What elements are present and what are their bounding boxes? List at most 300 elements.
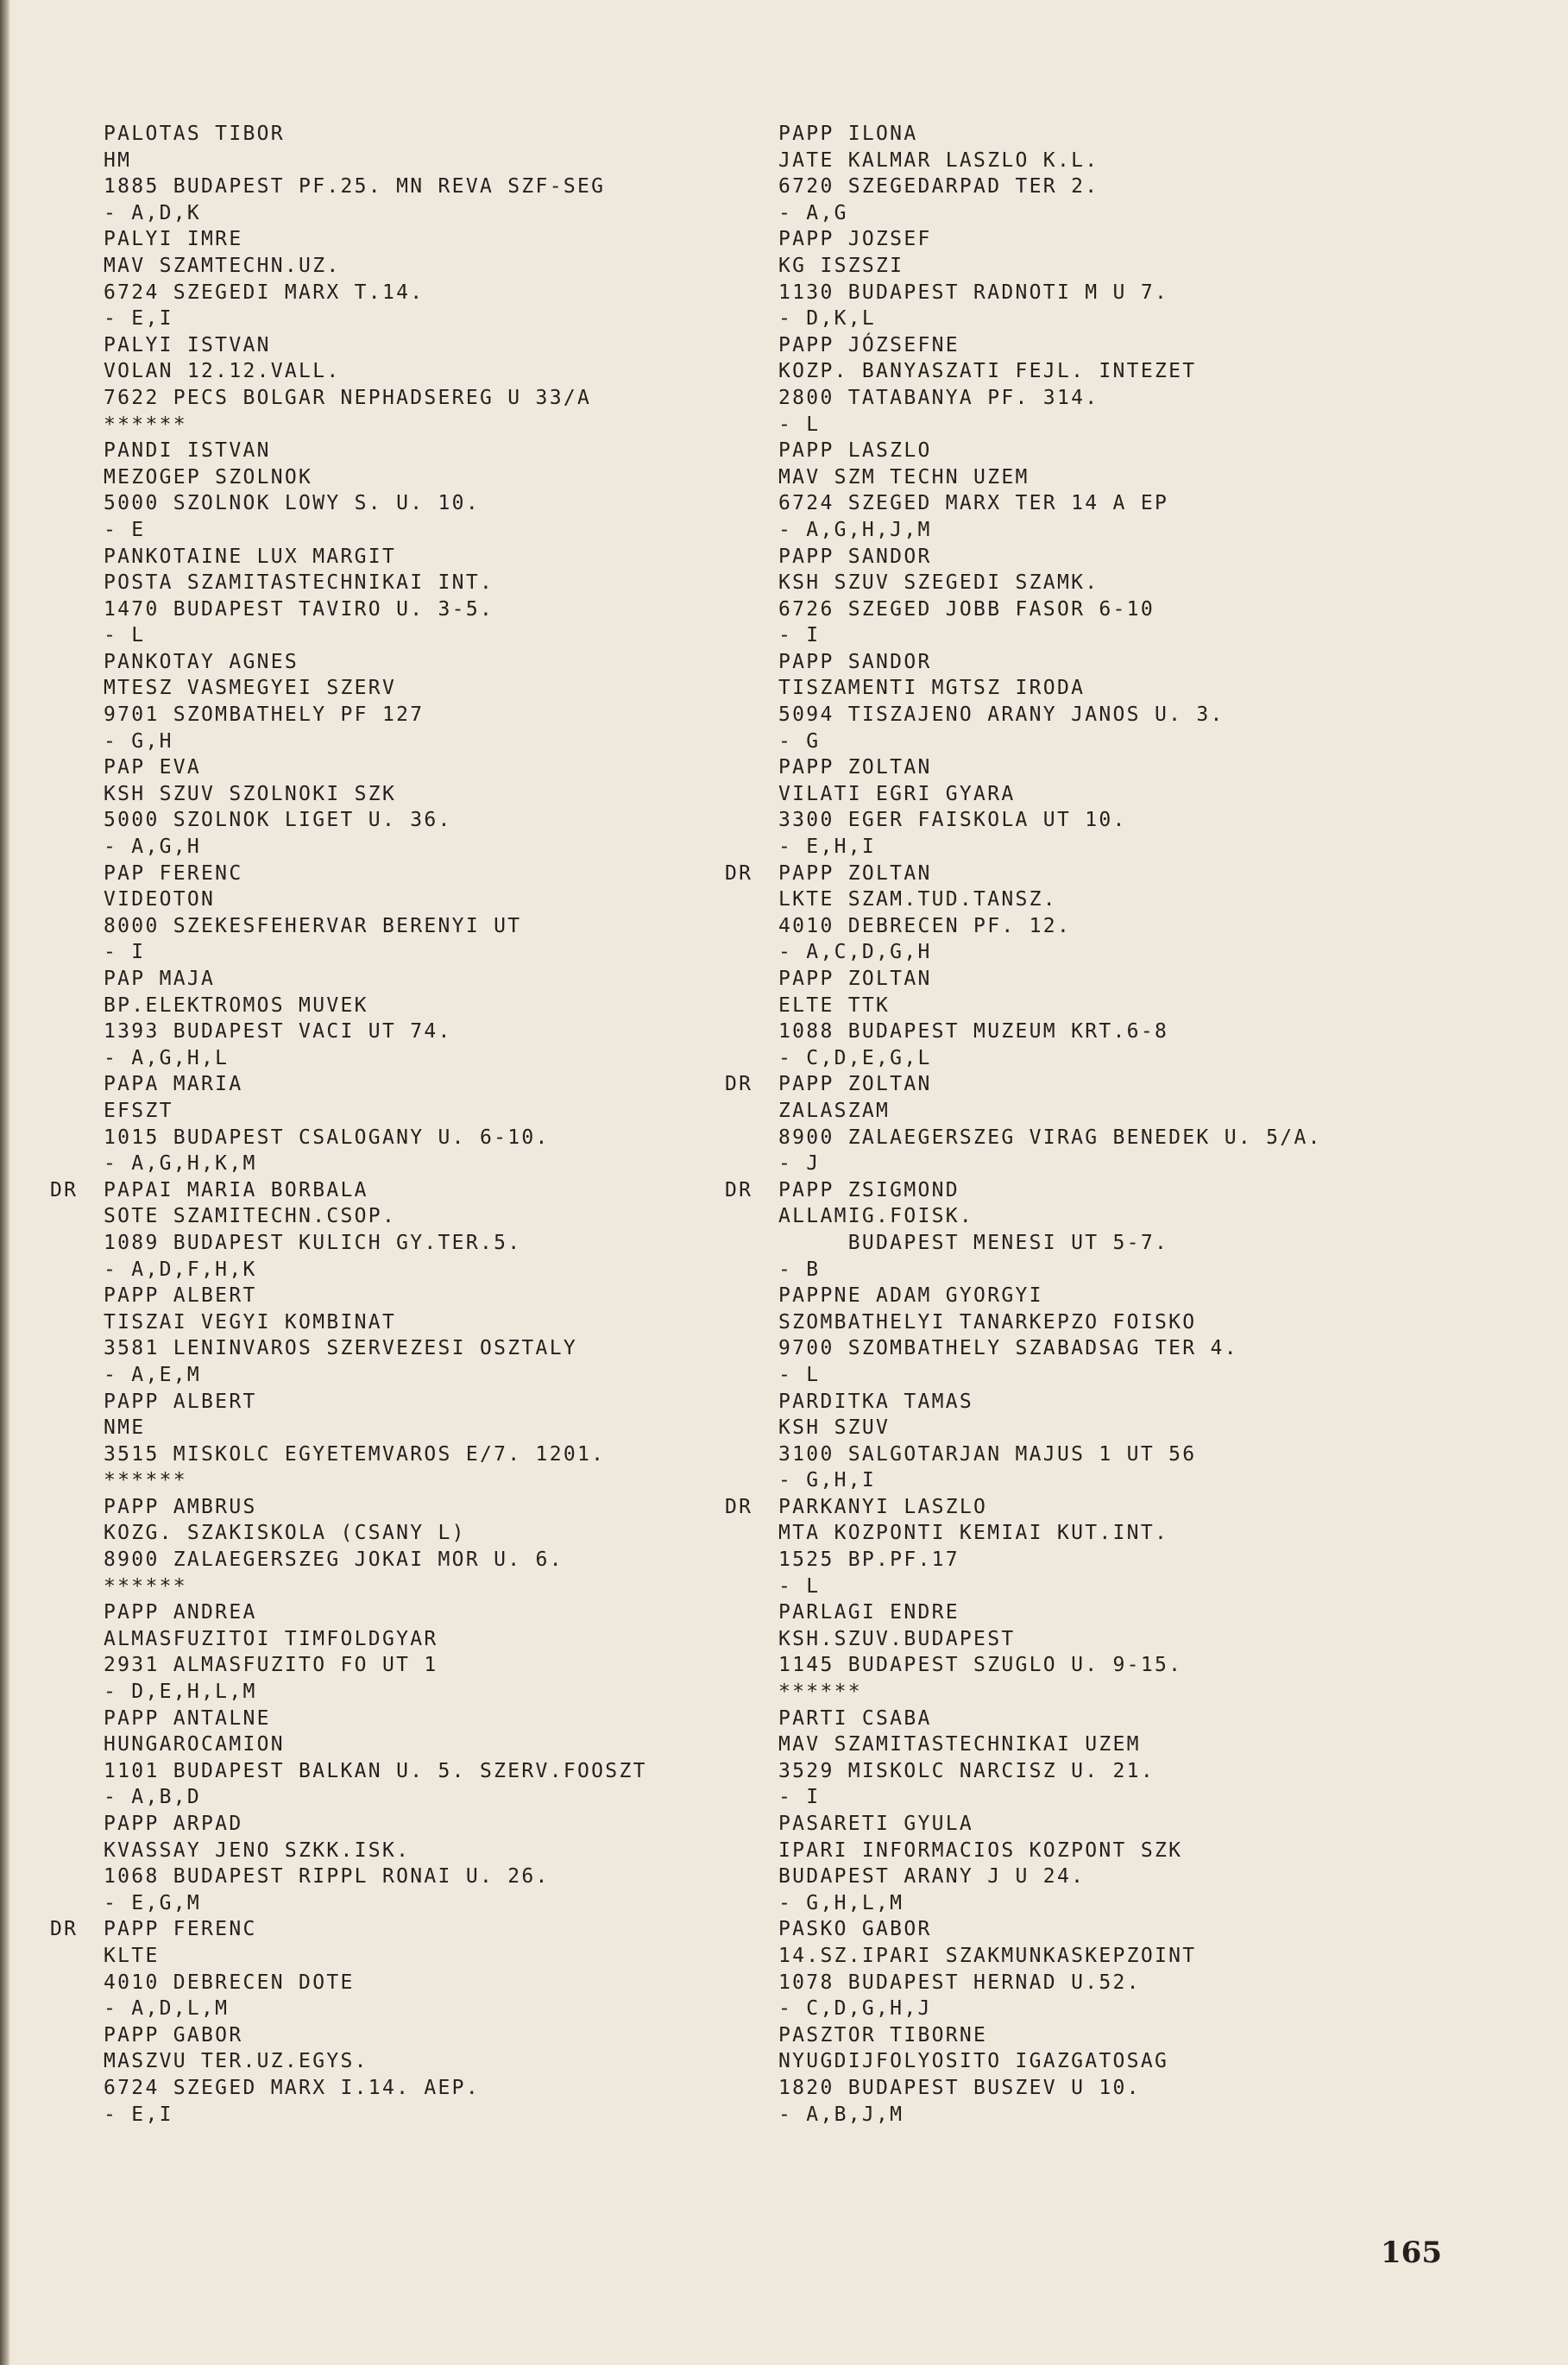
- entry-text: - A,G,H,K,M: [104, 1152, 257, 1176]
- entry-text: MTESZ VASMEGYEI SZERV: [104, 677, 397, 700]
- entry-text: - I: [104, 941, 146, 964]
- entry-text: ******: [778, 1681, 862, 1704]
- entry-address: [50, 1125, 706, 1151]
- entry-address: [725, 1864, 1527, 1890]
- directory-entry: [50, 754, 706, 860]
- entry-organization: [725, 570, 1527, 596]
- entry-codes: [50, 2102, 706, 2128]
- entry-text: 3529 MISKOLC NARCISZ U. 21.: [778, 1759, 1155, 1782]
- entry-text: PAPP ZSIGMOND: [778, 1178, 960, 1201]
- entry-text: - A,G,H: [104, 836, 202, 859]
- entry-organization: [50, 2048, 706, 2075]
- entry-name: [725, 1599, 1527, 1626]
- directory-entry: [50, 861, 706, 966]
- entry-codes: [50, 1151, 706, 1177]
- entry-text: NYUGDIJFOLYOSITO IGAZGATOSAG: [778, 2050, 1169, 2073]
- entry-name: [725, 121, 1527, 148]
- entry-codes: [725, 2102, 1527, 2128]
- entry-organization: [725, 1098, 1527, 1125]
- directory-entry: [725, 121, 1527, 226]
- entry-text: - C,D,E,G,L: [778, 1046, 932, 1069]
- entry-name: [725, 226, 1527, 253]
- entry-text: - A,D,F,H,K: [104, 1258, 257, 1281]
- entry-name: [50, 1706, 706, 1732]
- entry-codes: [725, 306, 1527, 332]
- entry-text: 8900 ZALAEGERSZEG VIRAG BENEDEK U. 5/A.: [778, 1126, 1322, 1149]
- entry-text: 7622 PECS BOLGAR NEPHADSEREG U 33/A: [104, 386, 592, 409]
- entry-text: - A,G,H,J,M: [778, 518, 932, 541]
- entry-codes: [725, 1257, 1527, 1283]
- entry-text: PARTI CSABA: [778, 1706, 932, 1730]
- entry-organization: [725, 993, 1527, 1019]
- entry-name: [725, 1071, 1527, 1098]
- entry-address: [50, 702, 706, 728]
- entry-name: [725, 1811, 1527, 1838]
- entry-text: PAPA MARIA: [104, 1073, 243, 1096]
- entry-codes: [50, 1362, 706, 1389]
- entry-name: [50, 544, 706, 571]
- entry-name: [50, 754, 706, 781]
- entry-text: BP.ELEKTROMOS MUVEK: [104, 993, 368, 1017]
- entry-text: - A,G,H,L: [104, 1046, 230, 1069]
- directory-entry: [725, 438, 1527, 543]
- directory-entry: [725, 966, 1527, 1071]
- entry-text: JATE KALMAR LASZLO K.L.: [778, 148, 1099, 172]
- entry-text: 9701 SZOMBATHELY PF 127: [104, 703, 425, 727]
- directory-entry: [50, 2022, 706, 2128]
- entry-codes: [725, 939, 1527, 966]
- directory-entry: [50, 649, 706, 754]
- entry-organization: [725, 1731, 1527, 1758]
- directory-entry: [50, 438, 706, 543]
- entry-address: [50, 1864, 706, 1890]
- entry-text: EFSZT: [104, 1099, 173, 1122]
- directory-entry: [725, 1811, 1527, 1916]
- entry-text: - G,H: [104, 729, 173, 753]
- entry-codes: [50, 306, 706, 332]
- entry-text: ELTE TTK: [778, 993, 891, 1017]
- directory-column-right: [725, 121, 1527, 2128]
- entry-text: 8900 ZALAEGERSZEG JOKAI MOR U. 6.: [104, 1548, 564, 1572]
- entry-text: PANDI ISTVAN: [104, 439, 271, 463]
- entry-text: MEZOGEP SZOLNOK: [104, 465, 313, 489]
- entry-text: PASZTOR TIBORNE: [778, 2023, 988, 2047]
- entry-text: 14.SZ.IPARI SZAKMUNKASKEPZOINT: [778, 1944, 1197, 1967]
- entry-name: [50, 1177, 706, 1204]
- entry-address: [50, 1758, 706, 1785]
- entry-text: - E,I: [104, 2103, 173, 2126]
- entry-organization: [725, 2048, 1527, 2075]
- entry-text: 2931 ALMASFUZITO FO UT 1: [104, 1654, 438, 1677]
- entry-text: - E,G,M: [104, 1891, 202, 1914]
- entry-codes: [725, 1996, 1527, 2022]
- entry-codes: [50, 1257, 706, 1283]
- entry-text: 2800 TATABANYA PF. 314.: [778, 386, 1099, 409]
- entry-codes: [725, 412, 1527, 438]
- entry-text: PAP FERENC: [104, 861, 243, 885]
- entry-text: PANKOTAINE LUX MARGIT: [104, 545, 397, 568]
- entry-name: [50, 121, 706, 148]
- entry-organization: [50, 1626, 706, 1653]
- directory-entry: [50, 1177, 706, 1283]
- entry-organization: [50, 1203, 706, 1230]
- directory-column-left: [50, 121, 706, 2128]
- entry-text: PAPP ALBERT: [104, 1284, 257, 1308]
- entry-codes: [50, 622, 706, 649]
- entry-text: VIDEOTON: [104, 888, 216, 911]
- entry-text: KG ISZSZI: [778, 254, 904, 277]
- entry-address: [725, 385, 1527, 412]
- entry-name: [50, 332, 706, 359]
- entry-text: PAPP JOZSEF: [778, 228, 932, 251]
- directory-entry: [725, 1389, 1527, 1494]
- entry-text: PAPAI MARIA BORBALA: [104, 1178, 368, 1201]
- directory-entry: [50, 1599, 706, 1705]
- entry-text: - I: [778, 1786, 821, 1809]
- entry-text: - A,G: [778, 201, 848, 224]
- entry-text: - A,C,D,G,H: [778, 941, 932, 964]
- entry-text: PAPP ZOLTAN: [778, 1073, 932, 1096]
- directory-entry: [50, 1494, 706, 1599]
- entry-text: SZOMBATHELYI TANARKEPZO FOISKO: [778, 1310, 1197, 1334]
- entry-codes: [725, 1890, 1527, 1917]
- entry-text: 1130 BUDAPEST RADNOTI M U 7.: [778, 281, 1169, 304]
- entry-address: [725, 913, 1527, 940]
- entry-codes: [50, 1679, 706, 1706]
- directory-entry: [725, 1599, 1527, 1705]
- entry-name: [725, 2022, 1527, 2049]
- entry-name: [725, 1706, 1527, 1732]
- directory-entry: [50, 1389, 706, 1494]
- entry-name: [725, 649, 1527, 676]
- entry-organization: [50, 781, 706, 808]
- entry-organization: [50, 1943, 706, 1970]
- entry-text: TISZAI VEGYI KOMBINAT: [104, 1310, 397, 1334]
- entry-name: [50, 2022, 706, 2049]
- entry-text: POSTA SZAMITASTECHNIKAI INT.: [104, 571, 494, 595]
- entry-text: - E,H,I: [778, 836, 877, 859]
- entry-codes: [50, 1574, 706, 1600]
- entry-organization: [50, 1838, 706, 1864]
- entry-text: 3581 LENINVAROS SZERVEZESI OSZTALY: [104, 1337, 578, 1360]
- entry-codes: [50, 200, 706, 227]
- directory-entry: [50, 1916, 706, 2021]
- entry-address: [725, 1970, 1527, 1996]
- entry-text: PAPP ANTALNE: [104, 1706, 271, 1730]
- entry-text: PAPP SANDOR: [778, 545, 932, 568]
- entry-address: [725, 596, 1527, 623]
- entry-text: KSH SZUV: [778, 1416, 891, 1440]
- entry-organization: [50, 148, 706, 174]
- directory-entry: [50, 121, 706, 226]
- entry-organization: [725, 1520, 1527, 1547]
- entry-address: [50, 280, 706, 306]
- entry-title-prefix: DR: [725, 1178, 753, 1201]
- entry-text: KOZP. BANYASZATI FEJL. INTEZET: [778, 360, 1197, 383]
- directory-entry: [725, 332, 1527, 438]
- entry-name: [725, 1494, 1527, 1521]
- entry-text: 1820 BUDAPEST BUSZEV U 10.: [778, 2076, 1141, 2099]
- entry-text: 1078 BUDAPEST HERNAD U.52.: [778, 1971, 1141, 1994]
- entry-text: PAP MAJA: [104, 968, 216, 990]
- entry-organization: [50, 464, 706, 491]
- entry-address: [50, 1970, 706, 1996]
- entry-address: [725, 2075, 1527, 2102]
- entry-codes: [725, 1574, 1527, 1600]
- directory-entry: [725, 544, 1527, 649]
- entry-text: 1525 BP.PF.17: [778, 1548, 960, 1572]
- entry-text: 3515 MISKOLC EGYETEMVAROS E/7. 1201.: [104, 1442, 606, 1466]
- page-number: 165: [1381, 2236, 1442, 2270]
- entry-address: [725, 1652, 1527, 1679]
- entry-codes: [725, 517, 1527, 544]
- entry-name: [50, 1916, 706, 1943]
- entry-organization: [725, 1626, 1527, 1653]
- entry-text: 1393 BUDAPEST VACI UT 74.: [104, 1020, 452, 1044]
- entry-text: PAPP FERENC: [104, 1918, 257, 1941]
- entry-codes: [725, 728, 1527, 755]
- entry-name: [50, 1071, 706, 1098]
- entry-name: [725, 966, 1527, 993]
- entry-address: [725, 1125, 1527, 1151]
- entry-organization: [725, 148, 1527, 174]
- entry-text: BUDAPEST MENESI UT 5-7.: [778, 1231, 1169, 1254]
- entry-title-prefix: DR: [50, 1918, 79, 1941]
- entry-address: [50, 1652, 706, 1679]
- entry-address: [725, 1230, 1527, 1257]
- entry-text: LKTE SZAM.TUD.TANSZ.: [778, 888, 1057, 911]
- entry-text: MTA KOZPONTI KEMIAI KUT.INT.: [778, 1522, 1169, 1545]
- entry-text: - E,I: [104, 307, 173, 331]
- entry-text: PARDITKA TAMAS: [778, 1390, 974, 1413]
- entry-text: - A,B,J,M: [778, 2103, 904, 2126]
- entry-text: ZALASZAM: [778, 1099, 891, 1122]
- entry-codes: [50, 1784, 706, 1811]
- entry-text: KSH.SZUV.BUDAPEST: [778, 1627, 1016, 1650]
- entry-address: [50, 596, 706, 623]
- entry-organization: [725, 1309, 1527, 1336]
- entry-text: HUNGAROCAMION: [104, 1733, 285, 1756]
- entry-codes: [725, 834, 1527, 861]
- entry-address: [725, 1335, 1527, 1362]
- entry-text: HM: [104, 148, 132, 172]
- entry-text: KVASSAY JENO SZKK.ISK.: [104, 1838, 411, 1862]
- entry-text: - A,B,D: [104, 1786, 202, 1809]
- entry-text: PALYI ISTVAN: [104, 333, 271, 356]
- entry-text: - D,K,L: [778, 307, 877, 331]
- entry-text: MASZVU TER.UZ.EGYS.: [104, 2050, 368, 2073]
- entry-text: VOLAN 12.12.VALL.: [104, 360, 341, 383]
- entry-address: [50, 807, 706, 834]
- directory-entry: [725, 861, 1527, 966]
- entry-text: - J: [778, 1152, 821, 1176]
- entry-text: 8000 SZEKESFEHERVAR BERENYI UT: [104, 914, 522, 937]
- entry-text: - A,D,L,M: [104, 1997, 230, 2021]
- entry-name: [725, 1916, 1527, 1943]
- entry-text: 5094 TISZAJENO ARANY JANOS U. 3.: [778, 703, 1225, 727]
- entry-text: - E: [104, 518, 146, 541]
- entry-address: [725, 173, 1527, 200]
- directory-entry: [50, 544, 706, 649]
- entry-codes: [725, 1151, 1527, 1177]
- entry-organization: [50, 1731, 706, 1758]
- entry-text: PAPP ZOLTAN: [778, 756, 932, 779]
- entry-address: [50, 1335, 706, 1362]
- entry-title-prefix: DR: [725, 861, 753, 885]
- entry-codes: [50, 1045, 706, 1072]
- entry-text: PANKOTAY AGNES: [104, 650, 299, 673]
- entry-address: [725, 280, 1527, 306]
- entry-text: - D,E,H,L,M: [104, 1681, 257, 1704]
- entry-text: ******: [104, 413, 187, 436]
- entry-name: [50, 966, 706, 993]
- entry-name: [50, 226, 706, 253]
- entry-text: KSH SZUV SZOLNOKI SZK: [104, 782, 397, 805]
- entry-organization: [50, 253, 706, 280]
- entry-text: 6724 SZEGED MARX TER 14 A EP: [778, 492, 1169, 515]
- directory-entry: [725, 649, 1527, 754]
- entry-name: [725, 861, 1527, 887]
- entry-text: 9700 SZOMBATHELY SZABADSAG TER 4.: [778, 1337, 1238, 1360]
- entry-address: [725, 1547, 1527, 1574]
- entry-name: [50, 649, 706, 676]
- entry-organization: [725, 781, 1527, 808]
- entry-text: PAPP SANDOR: [778, 650, 932, 673]
- entry-text: PAPP LASZLO: [778, 439, 932, 463]
- directory-entry: [725, 1706, 1527, 1811]
- entry-codes: [50, 517, 706, 544]
- entry-text: PAPP ANDREA: [104, 1601, 257, 1624]
- entry-text: PASARETI GYULA: [778, 1813, 974, 1835]
- entry-address: [50, 913, 706, 940]
- entry-codes: [50, 1996, 706, 2022]
- entry-address: [50, 1547, 706, 1574]
- entry-name: [50, 438, 706, 464]
- entry-address: [725, 807, 1527, 834]
- entry-text: 3100 SALGOTARJAN MAJUS 1 UT 56: [778, 1442, 1197, 1466]
- entry-name: [725, 544, 1527, 571]
- directory-entry: [50, 1071, 706, 1176]
- entry-text: MAV SZAMITASTECHNIKAI UZEM: [778, 1733, 1141, 1756]
- entry-codes: [725, 1362, 1527, 1389]
- entry-text: - I: [778, 624, 821, 647]
- entry-organization: [725, 1415, 1527, 1441]
- entry-text: ALLAMIG.FOISK.: [778, 1205, 974, 1228]
- entry-organization: [50, 358, 706, 385]
- entry-text: - G,H,L,M: [778, 1891, 904, 1914]
- entry-codes: [725, 1679, 1527, 1706]
- entry-name: [50, 861, 706, 887]
- entry-organization: [725, 464, 1527, 491]
- entry-organization: [725, 358, 1527, 385]
- entry-text: 1068 BUDAPEST RIPPL RONAI U. 26.: [104, 1865, 550, 1889]
- entry-organization: [725, 886, 1527, 913]
- entry-text: MAV SZAMTECHN.UZ.: [104, 254, 341, 277]
- entry-text: PAPP GABOR: [104, 2023, 243, 2047]
- entry-text: - A,D,K: [104, 201, 202, 224]
- entry-text: PAPPNE ADAM GYORGYI: [778, 1284, 1043, 1308]
- entry-address: [50, 1019, 706, 1045]
- entry-text: PARKANYI LASZLO: [778, 1495, 988, 1518]
- entry-organization: [50, 570, 706, 596]
- entry-text: - B: [778, 1258, 821, 1281]
- entry-text: PAPP ZOLTAN: [778, 968, 932, 990]
- entry-codes: [725, 622, 1527, 649]
- entry-name: [50, 1283, 706, 1309]
- entry-text: 6724 SZEGED MARX I.14. AEP.: [104, 2076, 480, 2099]
- directory-entry: [725, 1177, 1527, 1283]
- entry-text: - G: [778, 729, 821, 753]
- entry-codes: [50, 728, 706, 755]
- entry-text: PAPP ALBERT: [104, 1390, 257, 1413]
- entry-text: 4010 DEBRECEN DOTE: [104, 1971, 355, 1994]
- entry-text: PAPP ARPAD: [104, 1813, 243, 1835]
- directory-entry: [725, 754, 1527, 860]
- entry-codes: [50, 834, 706, 861]
- entry-organization: [50, 886, 706, 913]
- entry-name: [725, 332, 1527, 359]
- directory-entry: [725, 1916, 1527, 2021]
- entry-text: PAPP ILONA: [778, 123, 918, 145]
- entry-text: 1015 BUDAPEST CSALOGANY U. 6-10.: [104, 1126, 550, 1149]
- entry-text: PASKO GABOR: [778, 1918, 932, 1941]
- page-binding-edge: [0, 0, 10, 2365]
- entry-address: [50, 173, 706, 200]
- entry-address: [725, 1019, 1527, 1045]
- entry-address: [725, 1441, 1527, 1468]
- entry-text: SOTE SZAMITECHN.CSOP.: [104, 1205, 397, 1228]
- entry-text: 4010 DEBRECEN PF. 12.: [778, 914, 1072, 937]
- entry-text: - L: [778, 1363, 821, 1386]
- entry-text: VILATI EGRI GYARA: [778, 782, 1016, 805]
- directory-entry: [50, 1283, 706, 1388]
- entry-organization: [50, 675, 706, 702]
- entry-organization: [725, 1203, 1527, 1230]
- entry-name: [50, 1389, 706, 1416]
- entry-organization: [50, 1520, 706, 1547]
- directory-entry: [725, 2022, 1527, 2128]
- directory-entry: [725, 1071, 1527, 1176]
- directory-entry: [50, 226, 706, 331]
- entry-organization: [50, 1415, 706, 1441]
- entry-text: MAV SZM TECHN UZEM: [778, 465, 1030, 489]
- directory-entry: [725, 226, 1527, 331]
- entry-name: [725, 754, 1527, 781]
- entry-text: 1885 BUDAPEST PF.25. MN REVA SZF-SEG: [104, 175, 606, 199]
- entry-text: PALOTAS TIBOR: [104, 123, 285, 145]
- directory-entry: [50, 332, 706, 438]
- entry-text: 3300 EGER FAISKOLA UT 10.: [778, 809, 1127, 832]
- entry-text: KLTE: [104, 1944, 160, 1967]
- entry-address: [50, 490, 706, 517]
- entry-text: 1145 BUDAPEST SZUGLO U. 9-15.: [778, 1654, 1183, 1677]
- entry-name: [725, 438, 1527, 464]
- entry-name: [725, 1389, 1527, 1416]
- entry-text: - C,D,G,H,J: [778, 1997, 932, 2021]
- entry-text: PALYI IMRE: [104, 228, 243, 251]
- entry-title-prefix: DR: [725, 1073, 753, 1096]
- entry-organization: [725, 1838, 1527, 1864]
- entry-address: [50, 385, 706, 412]
- entry-text: PAPP JÓZSEFNE: [778, 333, 960, 356]
- entry-text: 1470 BUDAPEST TAVIRO U. 3-5.: [104, 597, 494, 621]
- entry-name: [50, 1811, 706, 1838]
- entry-text: NME: [104, 1416, 146, 1440]
- entry-text: IPARI INFORMACIOS KOZPONT SZK: [778, 1838, 1183, 1862]
- entry-text: - L: [778, 1574, 821, 1598]
- entry-address: [725, 490, 1527, 517]
- directory-entry: [50, 1706, 706, 1811]
